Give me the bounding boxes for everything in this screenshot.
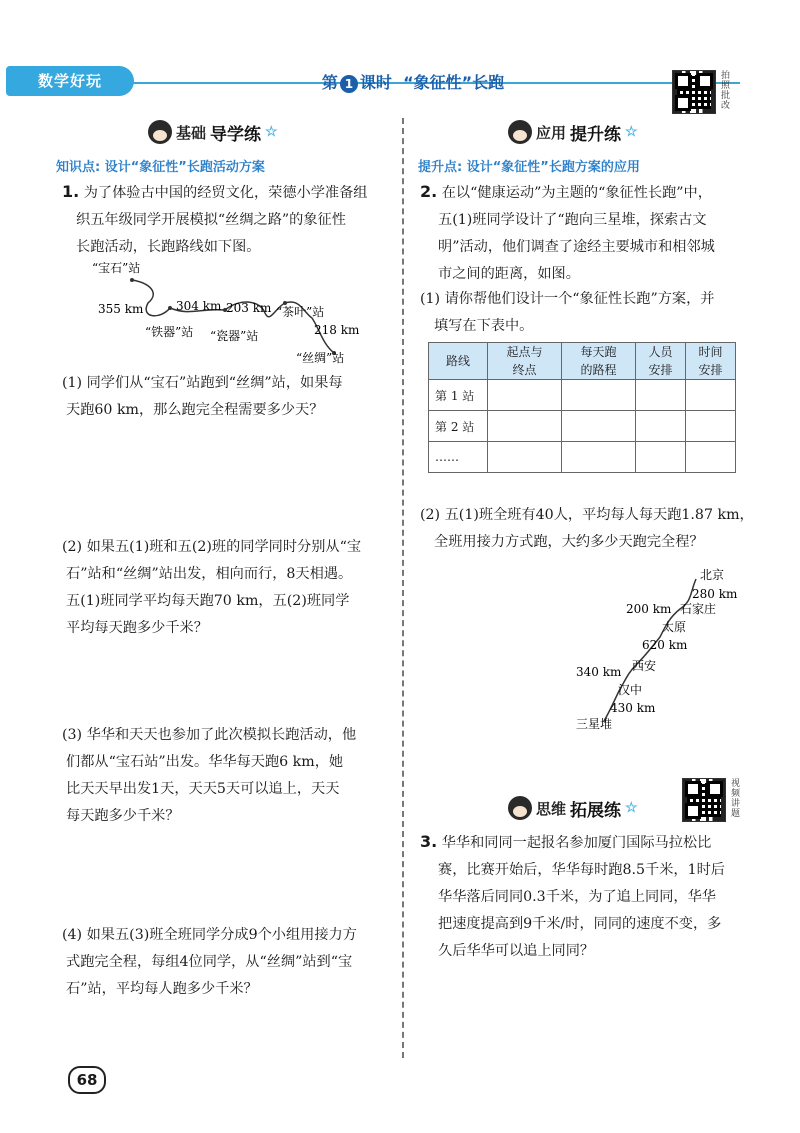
q2-2-text: (2) 五(1)班全班有40人，平均每人每天跑1.87 km， xyxy=(420,507,754,523)
lesson-prefix: 第 xyxy=(321,73,338,92)
table-cell[interactable] xyxy=(635,411,685,442)
question-1-3 xyxy=(62,722,396,830)
distance-430: 430 km xyxy=(610,701,656,715)
q1-2-text: 平均每天跑多少千米？ xyxy=(66,620,208,636)
mascot-icon xyxy=(508,796,532,820)
qr-label-bottom: 视频讲题 xyxy=(729,778,739,818)
table-cell[interactable] xyxy=(561,411,635,442)
city-hanzhong: 汉中 xyxy=(618,683,643,697)
brand-tag: 数学好玩 xyxy=(6,66,134,96)
row-label: 第 2 站 xyxy=(429,411,488,442)
question-1 xyxy=(62,178,396,261)
table-cell[interactable] xyxy=(488,411,562,442)
row-label: 第 1 站 xyxy=(429,380,488,411)
distance-304: 304 km xyxy=(176,299,222,313)
qr-code-bottom[interactable] xyxy=(682,778,726,822)
q2-1-text: 填写在下表中。 xyxy=(434,318,534,334)
section-title-apply xyxy=(508,118,638,146)
header-route: 路线 xyxy=(429,343,488,380)
q2-2-text: 全班用接力方式跑，大约多少天跑完全程？ xyxy=(434,534,704,550)
distance-218: 218 km xyxy=(314,323,360,337)
lesson-title xyxy=(268,70,558,96)
distance-280: 280 km xyxy=(692,587,738,601)
section-title-extend xyxy=(508,794,638,822)
q1-3-text: 比天天早出发1天，天天5天可以追上，天天 xyxy=(66,781,340,797)
q1-1-text: (1) 同学们从“宝石”站跑到“丝绸”站，如果每 xyxy=(62,375,343,391)
star-icon: ☆ xyxy=(265,124,278,140)
q1-4-text: 石”站，平均每人跑多少千米？ xyxy=(66,981,258,997)
table-cell[interactable] xyxy=(561,380,635,411)
q2-text: 五(1)班同学设计了“跑向三星堆，探索古文 xyxy=(438,212,707,228)
column-divider xyxy=(402,118,404,1058)
distance-340: 340 km xyxy=(576,665,622,679)
station-sichou: “丝绸”站 xyxy=(296,351,345,365)
q2-text: 明”活动，他们调查了途经主要城市和相邻城 xyxy=(438,239,715,255)
header-personnel: 人员 安排 xyxy=(635,343,685,380)
section-title-basic xyxy=(148,118,278,146)
qr-label-top: 拍照批改 xyxy=(719,70,729,110)
q2-number: 2. xyxy=(420,182,438,201)
lesson-number: 1 xyxy=(340,75,358,93)
city-sanxingdui: 三星堆 xyxy=(576,717,613,731)
q3-number: 3. xyxy=(420,832,438,851)
section-small: 应用 xyxy=(536,123,567,142)
q1-number: 1. xyxy=(62,182,80,201)
q2-text: 市之间的距离，如图。 xyxy=(438,266,580,282)
table-cell[interactable] xyxy=(685,411,735,442)
city-taiyuan: 太原 xyxy=(662,620,687,634)
table-cell[interactable] xyxy=(561,442,635,473)
question-1-4 xyxy=(62,922,396,1003)
page-number: 68 xyxy=(68,1066,106,1094)
city-route-map xyxy=(570,565,750,735)
q3-text: 华华落后同同0.3千米，为了追上同同，华华 xyxy=(438,889,716,905)
improvement-point xyxy=(418,156,640,175)
question-2-2 xyxy=(420,502,770,556)
mascot-icon xyxy=(148,120,172,144)
table-cell[interactable] xyxy=(685,442,735,473)
distance-200: 200 km xyxy=(626,602,672,616)
q3-text: 华华和同同一起报名参加厦门国际马拉松比 xyxy=(441,835,712,851)
star-icon: ☆ xyxy=(625,800,638,816)
point-text: 设计“象征性”长跑方案的应用 xyxy=(466,160,640,175)
lesson-name: “象征性”长跑 xyxy=(403,73,505,92)
q1-3-text: 每天跑多少千米？ xyxy=(66,808,180,824)
station-baoshi: “宝石”站 xyxy=(92,261,141,275)
row-label: …… xyxy=(429,442,488,473)
station-tieqi: “铁器”站 xyxy=(145,325,194,339)
section-small: 基础 xyxy=(176,123,207,142)
table-cell[interactable] xyxy=(635,442,685,473)
knowledge-label: 知识点: xyxy=(56,160,101,175)
header-daily-distance: 每天跑 的路程 xyxy=(561,343,635,380)
question-2 xyxy=(420,178,760,288)
city-beijing: 北京 xyxy=(700,568,725,582)
q3-text: 赛，比赛开始后，华华每时跑8.5千米，1时后 xyxy=(438,862,725,878)
knowledge-point xyxy=(56,156,265,175)
table-cell[interactable] xyxy=(488,442,562,473)
q1-3-text: (3) 华华和天天也参加了此次模拟长跑活动，他 xyxy=(62,727,357,743)
table-cell[interactable] xyxy=(488,380,562,411)
city-shijiazhuang: 石家庄 xyxy=(680,602,717,616)
section-big: 拓展练 xyxy=(570,800,622,821)
station-ciqi: “瓷器”站 xyxy=(210,329,259,343)
q1-1-text: 天跑60 km，那么跑完全程需要多少天？ xyxy=(66,402,324,418)
section-big: 导学练 xyxy=(210,124,262,145)
header-start-end: 起点与 终点 xyxy=(488,343,562,380)
q1-text: 长跑活动，长跑路线如下图。 xyxy=(76,239,261,255)
table-header-row xyxy=(429,343,736,380)
table-row xyxy=(429,380,736,411)
question-2-1 xyxy=(420,286,760,340)
distance-355: 355 km xyxy=(98,302,144,316)
q3-text: 久后华华可以追上同同？ xyxy=(438,943,595,959)
section-small: 思维 xyxy=(536,799,567,818)
knowledge-text: 设计“象征性”长跑活动方案 xyxy=(104,160,265,175)
q2-text: 在以“健康运动”为主题的“象征性长跑”中， xyxy=(441,185,712,201)
distance-203: 203 km xyxy=(226,301,272,315)
question-1-1 xyxy=(62,370,396,424)
header-time: 时间 安排 xyxy=(685,343,735,380)
question-3 xyxy=(420,828,770,965)
section-big: 提升练 xyxy=(570,124,622,145)
q1-text: 织五年级同学开展模拟“丝绸之路”的象征性 xyxy=(76,212,346,228)
question-1-2 xyxy=(62,534,396,642)
q1-2-text: 五(1)班同学平均每天跑70 km，五(2)班同学 xyxy=(66,593,350,609)
distance-620: 620 km xyxy=(642,638,688,652)
q1-2-text: 石”站和“丝绸”站出发，相向而行，8天相遇。 xyxy=(66,566,353,582)
q2-1-text: (1) 请你帮他们设计一个“象征性长跑”方案，并 xyxy=(420,291,715,307)
q1-3-text: 们都从“宝石站”出发。华华每天跑6 km，她 xyxy=(66,754,344,770)
table-cell[interactable] xyxy=(635,380,685,411)
mascot-icon xyxy=(508,120,532,144)
table-row xyxy=(429,442,736,473)
q1-2-text: (2) 如果五(1)班和五(2)班的同学同时分别从“宝 xyxy=(62,539,362,555)
qr-code-top[interactable] xyxy=(672,70,716,114)
station-chaye: “茶叶”站 xyxy=(276,305,325,319)
lesson-suffix: 课时 xyxy=(359,73,392,92)
route-map xyxy=(90,258,380,368)
plan-table xyxy=(428,342,736,473)
city-xian: 西安 xyxy=(632,659,657,673)
q3-text: 把速度提高到9千米/时，同同的速度不变，多 xyxy=(438,916,722,932)
q1-4-text: (4) 如果五(3)班全班同学分成9个小组用接力方 xyxy=(62,927,357,943)
table-row xyxy=(429,411,736,442)
table-cell[interactable] xyxy=(685,380,735,411)
point-label: 提升点: xyxy=(418,160,463,175)
star-icon: ☆ xyxy=(625,124,638,140)
q1-4-text: 式跑完全程，每组4位同学，从“丝绸”站到“宝 xyxy=(66,954,353,970)
q1-text: 为了体验古中国的经贸文化，荣德小学准备组 xyxy=(83,185,368,201)
